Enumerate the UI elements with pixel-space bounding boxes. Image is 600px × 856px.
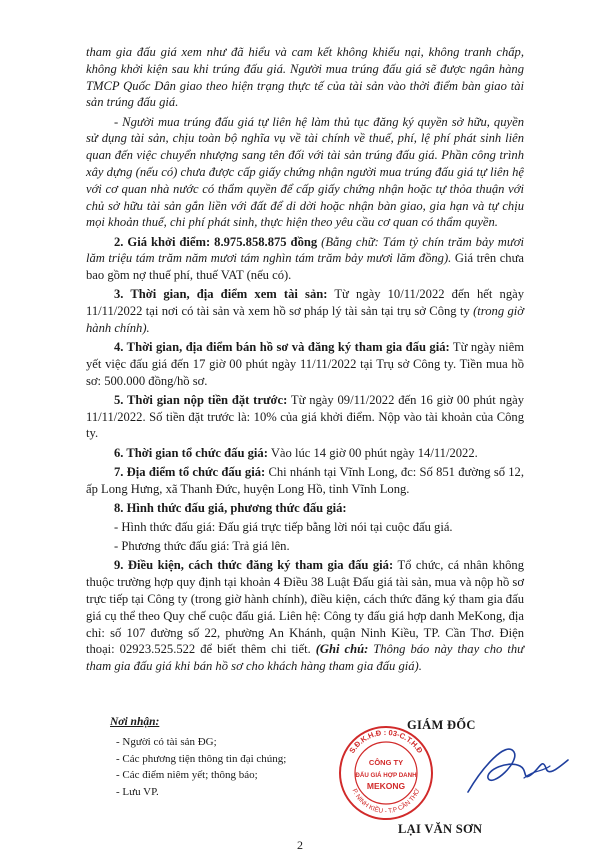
paragraph (86, 339, 524, 389)
recipient-item: - Các điểm niêm yết; thông báo; (116, 769, 258, 781)
text-run: 8. Hình thức đấu giá, phương thức đấu giá: (114, 500, 347, 515)
paragraph (86, 114, 524, 232)
text-run: (trong giờ hành chính). (86, 304, 524, 335)
text-run: 7. Địa điểm tổ chức đấu giá: (114, 464, 266, 479)
text-run: Thông báo này thay cho thư tham gia đấu giá khi bán hồ sơ cho khách hàng tham gia đấu giá). (86, 642, 525, 674)
recipient-item: - Người có tài sản ĐG; (116, 736, 217, 748)
text-run: Vào lúc 14 giờ 00 phút ngày 14/11/2022. (267, 445, 478, 460)
text-run: Tổ chức, cá nhân không thuộc trường hợp quy định tại khoản 4 Điều 38 Luật Đấu giá tài sản, mua và nộp hồ sơ trực tiếp tại Công ty (trong giờ hành chính), điều kiện, cách thức đăng ký tham gia đấu giá cụ thể theo Quy chế cuộc đấu giá. Liên hệ: Công ty đấu giá hợp danh MeKong, địa chỉ: số 107 đường số 22, phường An Khánh, quận Ninh Kiều, TP. Cần Thơ. Điện thoại: 02923.525.522 để biết thêm chi tiết. (86, 558, 524, 657)
text-run: Chi nhánh tại Vĩnh Long, đc: Số 851 đường số 12, ấp Long Hưng, xã Thanh Đức, huyện Long Hồ, tỉnh Vĩnh Long. (86, 464, 525, 496)
recipients-list (116, 734, 286, 800)
text-run: Từ ngày 09/11/2022 đến 16 giờ 00 phút ngày 11/11/2022. Số tiền đặt trước là: 10% của giá khởi điểm. Nộp vào tài khoản của Công ty. (86, 392, 524, 441)
text-run: 4. Thời gian, địa điểm bán hồ sơ và đăng ký tham gia đấu giá: (114, 340, 450, 355)
recipient-item: - Lưu VP. (116, 785, 159, 798)
paragraph (86, 44, 524, 111)
stamp-ring-bottom: P. NINH KIỀU - T.P CẦN THƠ (350, 787, 422, 815)
stamp-line3: MEKONG (366, 781, 406, 791)
paragraph (86, 464, 524, 498)
text-run: - Phương thức đấu giá: Trả giá lên. (114, 539, 290, 554)
text-run: 6. Thời gian tổ chức đấu giá: (114, 445, 268, 460)
text-run: (Ghi chú: (315, 642, 369, 657)
text-run: Từ ngày 10/11/2022 đến hết ngày 11/11/2022 tại nơi có tài sản và xem hồ sơ pháp lý tài sản tại trụ sở Công ty (86, 287, 524, 319)
text-run: Giá trên chưa bao gồm nợ thuế phí, thuế VAT (nếu có). (86, 251, 524, 283)
page-number: 2 (297, 838, 303, 852)
director-signature (462, 730, 572, 810)
text-run: 2. Giá khởi điểm: 8.975.858.875 đồng (114, 234, 318, 249)
text-run: Từ ngày niêm yết việc đấu giá đến 17 giờ 00 phút ngày 11/11/2022 tại Trụ sở Công ty. Tiền mua hồ sơ: 500.000 đồng/hồ sơ. (86, 340, 524, 388)
document-body (86, 44, 524, 677)
stamp-line1: CÔNG TY (368, 758, 404, 767)
paragraph (86, 286, 524, 336)
director-title: GIÁM ĐỐC (407, 718, 476, 732)
paragraph (86, 500, 524, 517)
recipients-title: Nơi nhận: (110, 716, 160, 728)
text-run: - Hình thức đấu giá: Đấu giá trực tiếp bằng lời nói tại cuộc đấu giá. (114, 520, 453, 535)
text-run: 3. Thời gian, địa điểm xem tài sản: (114, 287, 328, 302)
recipient-item: - Các phương tiện thông tin đại chúng; (116, 752, 287, 765)
text-run: tham gia đấu giá xem như đã hiểu và cam kết không khiếu nại, không tranh chấp, không khởi kiện sau khi trúng đấu giá. Người mua trúng đấu giá sẽ được ngân hàng TMCP Quốc Dân giao theo hiện trạng thực tế của tài sản vào thời điểm bàn giao tài sản trúng đấu giá. (86, 45, 524, 110)
company-stamp (338, 725, 434, 821)
paragraph (86, 234, 524, 284)
stamp-ring-text: S.Đ.K.H.Đ : 03-C.T.H.Đ (347, 727, 425, 755)
stamp-line2: ĐẤU GIÁ HỢP DANH (355, 772, 417, 779)
text-run: 9. Điều kiện, cách thức đăng ký tham gia đấu giá: (114, 558, 394, 573)
director-name: LẠI VĂN SƠN (398, 822, 483, 836)
paragraph (86, 445, 524, 462)
paragraph (86, 557, 524, 675)
text-run: 5. Thời gian nộp tiền đặt trước: (114, 392, 288, 407)
text-run: (Bằng chữ: Tám tỷ chín trăm bảy mươi lăm triệu tám trăm năm mươi tám nghìn tám trăm bảy mươi lăm đồng). (86, 234, 524, 266)
text-run: - Người mua trúng đấu giá tự liên hệ làm thủ tục đăng ký quyền sở hữu, quyền sử dụng tài sản, chịu toàn bộ nghĩa vụ về tài chính về thuế, phí, lệ phí phát sinh liên quan đến việc chuyển nhượng sang tên đối với tài sản trúng đấu giá. Phần công trình xây dựng (nếu có) chưa được cấp giấy chứng nhận người mua trúng đấu giá tự liên hệ với cơ quan nhà nước có thẩm quyền để cấp giấy chứng nhận hoặc tự thỏa thuận với chủ sở hữu tài sản gắn liền với đất để di dời hoặc nhận bàn giao, gia hạn và tự chịu mọi khoản thuế, chi phí phát sinh, thực hiện theo yêu cầu cơ quan có thẩm quyền. (86, 114, 524, 230)
paragraph (86, 519, 524, 536)
paragraph (86, 392, 524, 442)
paragraph (86, 538, 524, 555)
